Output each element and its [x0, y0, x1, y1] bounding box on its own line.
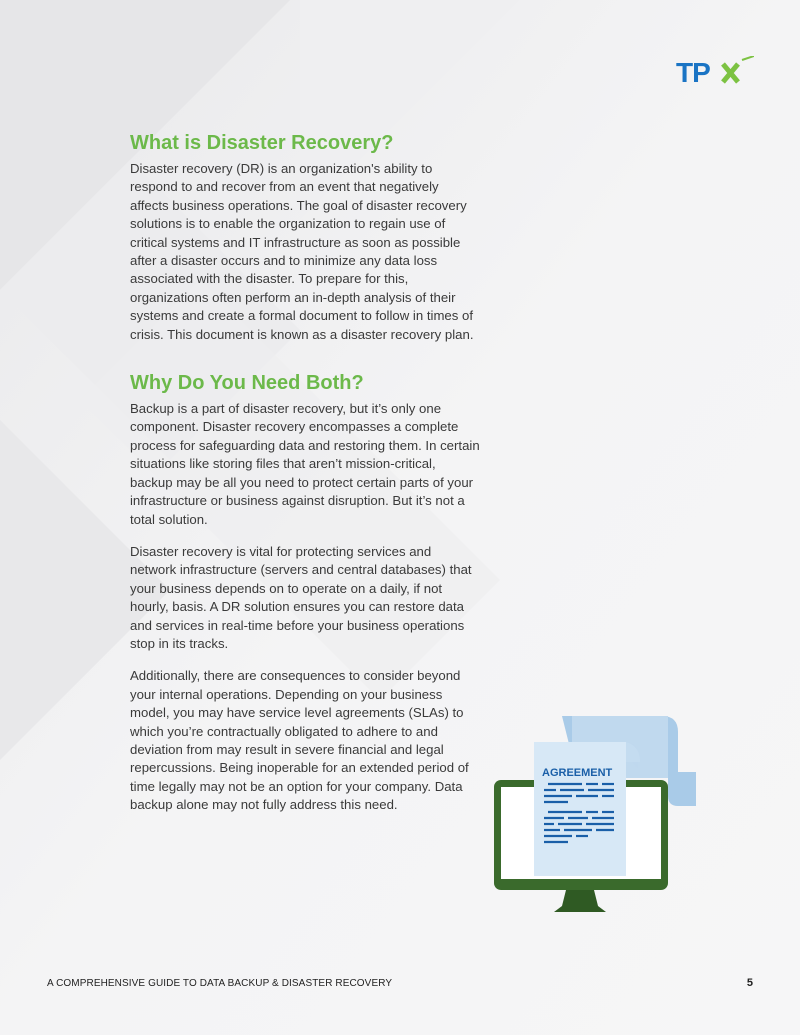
- page-number: 5: [746, 977, 753, 989]
- agreement-monitor-illustration: [492, 716, 698, 916]
- main-content: [130, 130, 480, 829]
- paragraph-consequences: Additionally, there are consequences to consider beyond your internal operations. Depending on your business model, you may have service level agreements (SLAs) to which you’re contractually obligated to adhere to and deviation from may result in severe financial and legal repercussions. Being inoperable for an extended period of time legally may not be an option for your company. Data backup alone may not fully address this need.: [130, 668, 469, 813]
- section-heading-why-both: Why Do You Need Both?: [130, 372, 364, 395]
- paragraph-disaster-recovery: Disaster recovery (DR) is an organization's ability to respond to and recover from an event that negatively affects business operations. The goal of disaster recovery solutions is to enable the organization to regain use of critical systems and IT infrastructure as soon as possible after a disaster occurs and to minimize any data loss associated with the disaster. To prepare for this, organizations often perform an in-depth analysis of their systems and create a formal document to follow in times of crisis. This document is known as a disaster recovery plan.: [130, 161, 474, 342]
- svg-text:TP: TP: [676, 57, 710, 86]
- paragraph-backup: Backup is a part of disaster recovery, but it’s only one component. Disaster recovery encompasses a complete process for safeguarding data and restoring them. In certain situations like storing files that aren’t mission-critical, backup may be all you need to protect certain parts of your infrastructure or business against disruption. But it’s not a total solution.: [130, 401, 480, 527]
- paragraph-dr-vital: Disaster recovery is vital for protecting services and network infrastructure (servers and central databases) that your business depends on to operate on a daily, if not hourly, basis. A DR solution ensures you can restore data and services in real-time before your business operations stop in its tracks.: [130, 543, 472, 651]
- footer-guide-title: A COMPREHENSIVE GUIDE TO DATA BACKUP & DISASTER RECOVERY: [47, 978, 393, 989]
- agreement-label: AGREEMENT: [542, 767, 613, 779]
- section-heading-disaster-recovery: What is Disaster Recovery?: [130, 132, 394, 154]
- tpx-logo: [676, 56, 754, 86]
